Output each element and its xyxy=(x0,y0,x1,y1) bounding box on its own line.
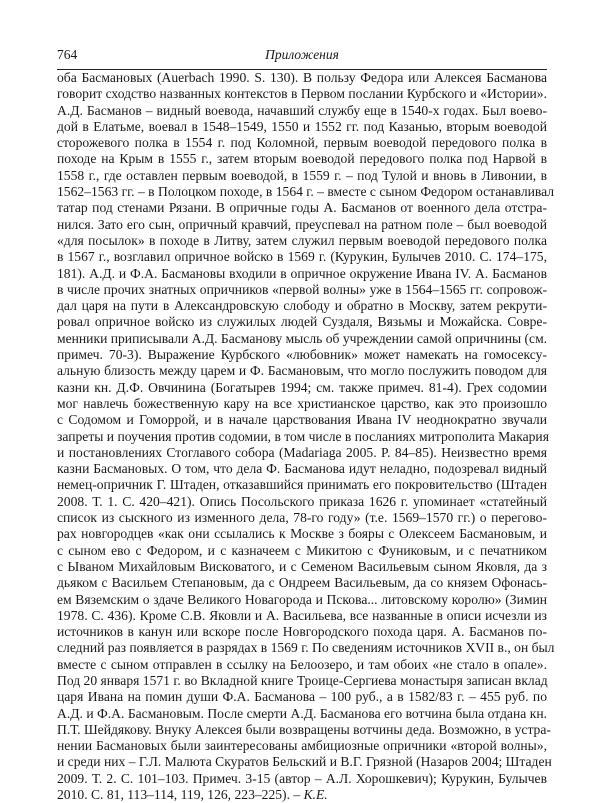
text-line: и постановлениях Стоглавого собора (Madariaga 2005. P. 84–85). Неизвестно время xyxy=(57,444,547,460)
text-line: казни Басмановых. О том, что дела Ф. Басманова идут неладно, подозревал видный xyxy=(57,461,547,477)
final-line-text: 2010. С. 81, 113–114, 119, 126, 223–225). – xyxy=(57,787,304,803)
text-line: ем Вяземским о здаче Великого Новагорода и Пскова... литовскому королю» (Зимин xyxy=(57,591,547,607)
text-line: А.Д. Басманов – видный воевода, начавший службу еще в 1540-х годах. Был воево- xyxy=(57,102,547,118)
text-line: мог навлечь божественную кару на все христианское царство, как это произошло xyxy=(57,395,547,411)
text-line: А.Д. и Ф.А. Басмановым. После смерти А.Д. Басманова его вотчина была отдана кн. xyxy=(57,705,547,721)
text-line: нился. Зато его сын, опричный кравчий, преуспевал на ратном поле – был воеводой xyxy=(57,216,547,232)
text-line: с Содомом и Гоморрой, и в начале царствования Ивана IV неоднократно звучали xyxy=(57,412,547,428)
text-line: нении Басмановых были заинтересованы амбициозные опричники «второй волны», xyxy=(57,738,547,754)
text-line: источников в канун или вскоре после Новгородского похода царя. А. Басманов по- xyxy=(57,624,547,640)
text-line: татар под стенами Рязани. В опричные годы А. Басманов от военного дела отстра- xyxy=(57,200,547,216)
page-number: 764 xyxy=(57,47,78,62)
text-line: список из сыскного из изменного дела, 78-го году» (т.е. 1569–1570 гг.) о перегово- xyxy=(57,510,547,526)
running-title: Приложения xyxy=(265,47,339,62)
text-line: немец-опричник Г. Штаден, отказавшийся принимать его покровительство (Штаден xyxy=(57,477,547,493)
text-line: менники приписывали А.Д. Басманову мысль об учреждении самой опричнины (см. xyxy=(57,330,548,346)
text-line: сторожевого полка в 1554 г. под Коломной, первым воеводой передового полка в xyxy=(57,135,547,151)
text-line: альную близость между царем и Ф. Басмановым, что могло послужить поводом для xyxy=(57,363,547,379)
text-line: Под 20 января 1571 г. во Вкладной книге Троице-Сергиева монастыря записан вклад xyxy=(57,672,548,688)
text-line: 2008. Т. 1. С. 420–421). Опись Посольского приказа 1626 г. упоминает «статейный xyxy=(57,493,547,509)
text-line: казни кн. Д.Ф. Овчинина (Богатырев 1994; см. также примеч. 81-4). Грех содомии xyxy=(57,379,547,395)
text-line: ровал опричное войско из служилых людей Суздаля, Вязьмы и Можайска. Совре- xyxy=(57,314,547,330)
author-signature: К.Е. xyxy=(303,787,328,803)
text-line: с сыном ево с Федором, и с казначеем с Микитою с Фуниковым, и с печатником xyxy=(57,542,547,558)
text-line: говорит сходство названных контекстов в Первом послании Курбского и «Истории». xyxy=(57,86,547,102)
text-line: с Ываном Михайловым Висковатого, и с Семеном Васильевым сыном Яковля, да з xyxy=(57,558,547,574)
running-header xyxy=(57,47,547,70)
text-line: 181). А.Д. и Ф.А. Басмановы входили в опричное окружение Ивана IV. А. Басманов xyxy=(57,265,547,281)
text-line: царя Ивана на помин души Ф.А. Басманова – 100 руб., а в 1582/83 г. – 455 руб. по xyxy=(57,689,547,705)
text-line: в 1567 г., возглавил опричное войско в 1569 г. (Курукин, Булычев 2010. С. 174–175, xyxy=(57,249,547,265)
text-line: дьяком с Васильем Степановым, да с Ондреем Васильевым, да со князем Офонась- xyxy=(57,575,547,591)
text-line: оба Басмановых (Auerbach 1990. S. 130). В пользу Федора или Алексея Басманова xyxy=(57,70,547,85)
text-line: запреты и поучения против содомии, в том числе в посланиях митрополита Макария xyxy=(57,428,549,444)
text-line: и среди них – Г.Л. Малюта Скуратов Бельский и В.Г. Грязной (Назаров 2004; Штаден xyxy=(57,754,552,770)
text-line: дой в Елатьме, воевал в 1548–1549, 1550 и 1552 гг. под Казанью, вторым воеводой xyxy=(57,118,547,134)
text-line: 2009. Т. 2. С. 101–103. Примеч. 3-15 (автор – А.Л. Хорошкевич); Курукин, Булычев xyxy=(57,770,547,786)
text-line-final xyxy=(57,787,547,803)
text-line: дал царя на пути в Александровскую слободу и обратно в Москву, затем рекрути- xyxy=(57,298,547,314)
text-line: 1562–1563 гг. – в Полоцком походе, в 1564 г. – вместе с сыном Федором останавливал xyxy=(57,184,555,200)
text-line: в числе прочих знатных опричников «первой волны» уже в 1564–1565 гг. сопровож- xyxy=(57,281,547,297)
text-line: примеч. 70-3). Выражение Курбского «любовник» может намекать на гомосексу- xyxy=(57,347,547,363)
text-line: следний раз появляется в разрядах в 1569 г. По сведениям источников XVII в., он был xyxy=(57,640,555,656)
text-line: вместе с сыном отправлен в ссылку на Белоозеро, и там обоих «не стало в опале». xyxy=(57,656,547,672)
text-line: 1558 г., где оставлен первым воеводой, в 1559 г. – под Тулой и вновь в Ливонии, в xyxy=(57,167,547,183)
text-line: П.Т. Шейдякову. Внуку Алексея были возвращены вотчины деда. Возможно, в устра- xyxy=(57,721,551,737)
text-line: рах новгородцев «как они ссылались к Москве з бояры с Олексеем Басмановым, и xyxy=(57,526,547,542)
commentary-text xyxy=(57,70,555,803)
text-line: походе на Крым в 1555 г., затем вторым воеводой передового полка под Нарвой в xyxy=(57,151,547,167)
text-line: 1978. С. 436). Кроме С.В. Яковли и А. Васильева, все названные в описи исчезли из xyxy=(57,607,547,623)
text-line: «для посылок» в походе в Литву, затем служил первым воеводой передового полка xyxy=(57,232,547,248)
